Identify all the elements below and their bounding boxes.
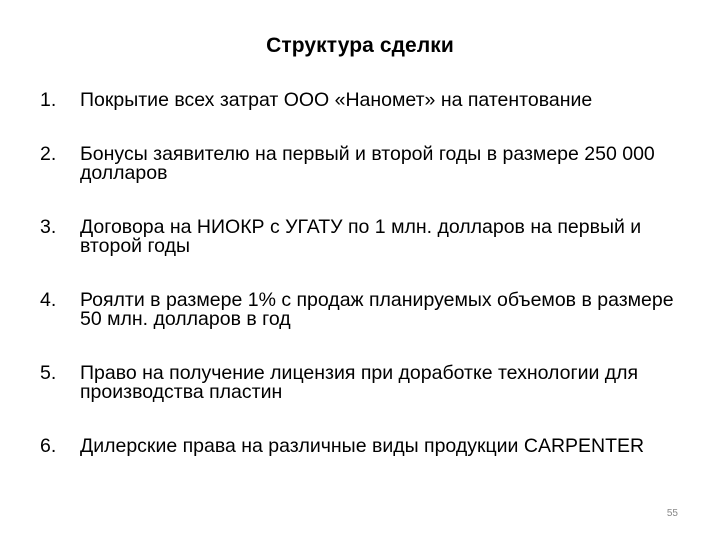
list-item-number: 3. (40, 216, 57, 238)
page-number: 55 (666, 508, 678, 519)
list-item-text: Роялти в размере 1% с продаж планируемых объемов в размере 50 млн. долларов в год (80, 289, 674, 330)
slide-title: Структура сделки (266, 34, 454, 57)
list-item-number: 1. (40, 89, 57, 111)
list-item-number: 4. (40, 289, 57, 311)
deal-structure-list (40, 91, 680, 491)
list-item (40, 145, 680, 183)
list-item-text: Покрытие всех затрат ООО «Наномет» на патентование (80, 89, 593, 111)
list-item-text: Договора на НИОКР с УГАТУ по 1 млн. долларов на первый и второй годы (80, 216, 642, 257)
list-item-text: Бонусы заявителю на первый и второй годы в размере 250 000 долларов (80, 143, 655, 184)
list-item-number: 2. (40, 143, 57, 165)
list-item (40, 218, 680, 256)
list-item-number: 5. (40, 362, 57, 384)
list-item (40, 91, 680, 110)
list-item-text: Дилерские права на различные виды продукции CARPENTER (80, 435, 645, 457)
list-item (40, 437, 680, 456)
list-item-number: 6. (40, 435, 57, 457)
list-item (40, 364, 680, 402)
list-item-text: Право на получение лицензия при доработке технологии для производства пластин (80, 362, 639, 403)
list-item (40, 291, 680, 329)
